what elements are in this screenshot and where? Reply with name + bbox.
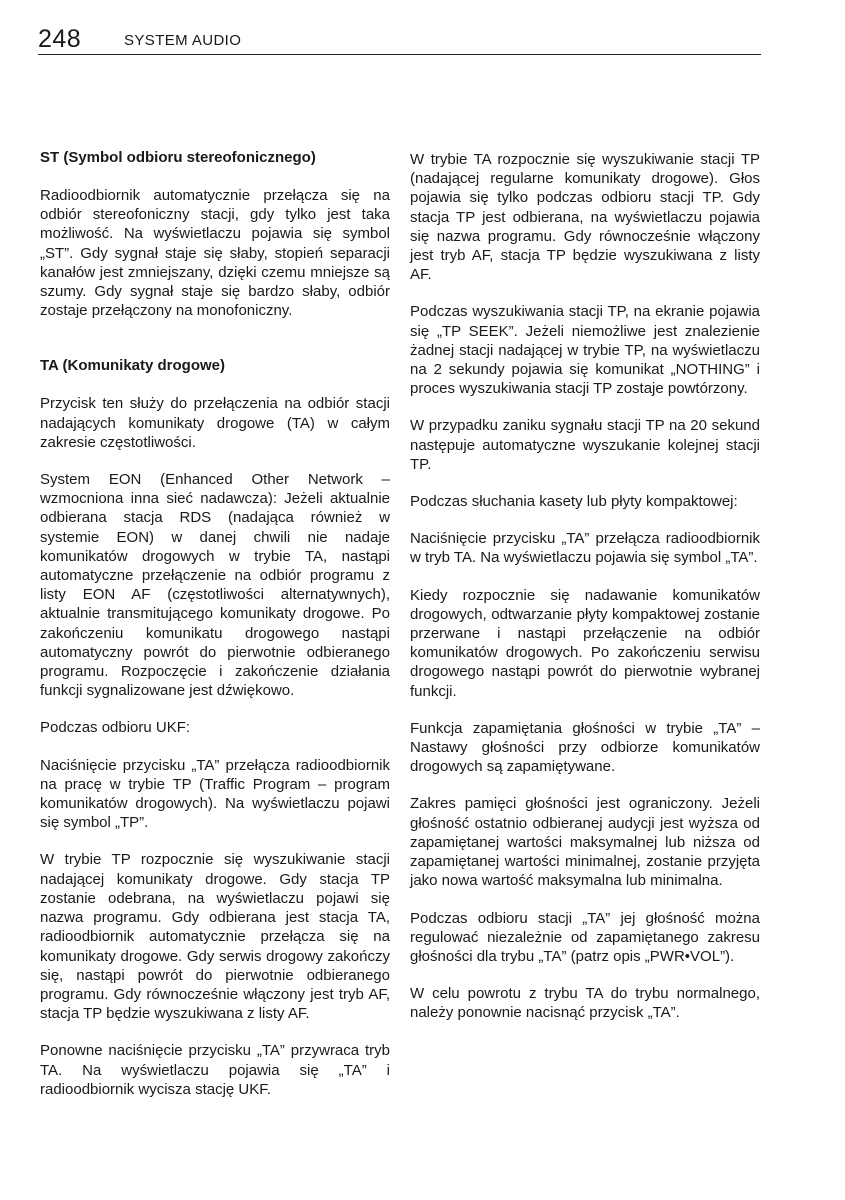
paragraph: Naciśnięcie przycisku „TA” przełącza radioodbiornik na pracę w trybie TP (Traffic Program – program komunikatów drogowych). Na wyświetlaczu pojawi się symbol „TP”. (40, 756, 390, 832)
paragraph: Podczas odbioru UKF: (40, 719, 191, 737)
section-title: SYSTEM AUDIO (124, 32, 242, 49)
page-header (38, 24, 761, 55)
paragraph: Radioodbiornik automatycznie przełącza się na odbiór stereofoniczny stacji, gdy tylko jest taka możliwość. Na wyświetlaczu pojawia się symbol „ST”. Gdy sygnał staje się słaby, stopień separacji kanałów jest zmniejszany, dzięki czemu mniejsze są szumy. Gdy sygnał staje się bardzo słaby, odbiór zostaje przełączony na monofoniczny. (40, 187, 390, 320)
page-number: 248 (38, 25, 82, 53)
right-column (410, 150, 760, 1041)
paragraph: Kiedy rozpocznie się nadawanie komunikatów drogowych, odtwarzanie płyty kompaktowej zostanie przerwane i nastąpi przełączenie na odbiór komunikatów drogowych. Po zakończeniu serwisu drogowego nastąpi powrót do pierwotnie wybranej funkcji. (410, 586, 760, 700)
paragraph: Naciśnięcie przycisku „TA” przełącza radioodbiornik w tryb TA. Na wyświetlaczu pojawia się symbol „TA”. (410, 530, 760, 567)
paragraph: Funkcja zapamiętania głośności w trybie „TA” – Nastawy głośności przy odbiorze komunikatów drogowych są zapamiętywane. (410, 719, 760, 776)
paragraph: W trybie TA rozpocznie się wyszukiwanie stacji TP (nadającej regularne komunikaty drogowe). Głos pojawia się tylko podczas odbioru stacji TP. Gdy stacja TP jest odbierana, na wyświetlaczu pojawia się nazwa programu. Gdy równocześnie włączony jest tryb AF, stacja TP będzie wyszukiwana z listy AF. (410, 151, 760, 284)
left-column (40, 148, 390, 1117)
paragraph: W celu powrotu z trybu TA do trybu normalnego, należy ponownie nacisnąć przycisk „TA”. (410, 985, 760, 1022)
paragraph: Ponowne naciśnięcie przycisku „TA” przywraca tryb TA. Na wyświetlaczu pojawia się „TA” i radioodbiornik wycisza stację UKF. (40, 1042, 390, 1098)
paragraph: Przycisk ten służy do przełączenia na odbiór stacji nadających komunikaty drogowe (TA) w całym zakresie częstotliwości. (40, 395, 390, 451)
paragraph: Podczas słuchania kasety lub płyty kompaktowej: (410, 493, 738, 511)
heading-ta-traffic: TA (Komunikaty drogowe) (40, 357, 225, 375)
heading-st-symbol: ST (Symbol odbioru stereofonicznego) (40, 149, 316, 166)
paragraph: System EON (Enhanced Other Network – wzmocniona inna sieć nadawcza): Jeżeli aktualnie odbierana stacja RDS (nadająca również w systemie EON) w danej chwili nie nadaje komunikatów drogowych w trybie TA, nastąpi automatyczne przełączenie na odbiór programu z listy EON AF (częstotliwości alternatywnych), aktualnie transmitującego komunikaty drogowe. Po zakończeniu komunikatu drogowego nastąpi automatyczny powrót do pierwotnie odbieranego programu. Rozpoczęcie i zakończenie działania funkcji sygnalizowane jest dźwiękowo. (40, 471, 390, 700)
paragraph: Zakres pamięci głośności jest ograniczony. Jeżeli głośność ostatnio odbieranej audycji jest wyższa od zapamiętanej wartości maksymalnej lub niższa od zapamiętanej wartości minimalnej, zostanie przyjęta jako nowa wartość maksymalna lub minimalna. (410, 795, 760, 890)
paragraph: Podczas odbioru stacji „TA” jej głośność można regulować niezależnie od zapamiętanego zakresu głośności dla trybu „TA” (patrz opis „PWR•VOL”). (410, 909, 760, 965)
paragraph: W przypadku zaniku sygnału stacji TP na 20 sekund następuje automatyczne wyszukanie kolejnej stacji TP. (410, 417, 760, 473)
paragraph: Podczas wyszukiwania stacji TP, na ekranie pojawia się „TP SEEK”. Jeżeli niemożliwe jest znalezienie żadnej stacji nadającej w trybie TP, na wyświetlaczu na 2 sekundy pojawia się komunikat „NOTHING” i proces wyszukiwania stacji TP zostaje powtórzony. (410, 303, 760, 398)
paragraph: W trybie TP rozpocznie się wyszukiwanie stacji nadającej komunikaty drogowe. Gdy stacja TP zostanie odebrana, na wyświetlaczu pojawi się nazwa programu. Gdy odbierana jest stacja TA, radioodbiornik automatycznie przełącza się na komunikaty drogowe. Gdy serwis drogowy zakończy się, nastąpi powrót do pierwotnie odbieranego programu. Gdy równocześnie włączony jest tryb AF, stacja TP będzie wyszukiwana z listy AF. (40, 851, 390, 1023)
